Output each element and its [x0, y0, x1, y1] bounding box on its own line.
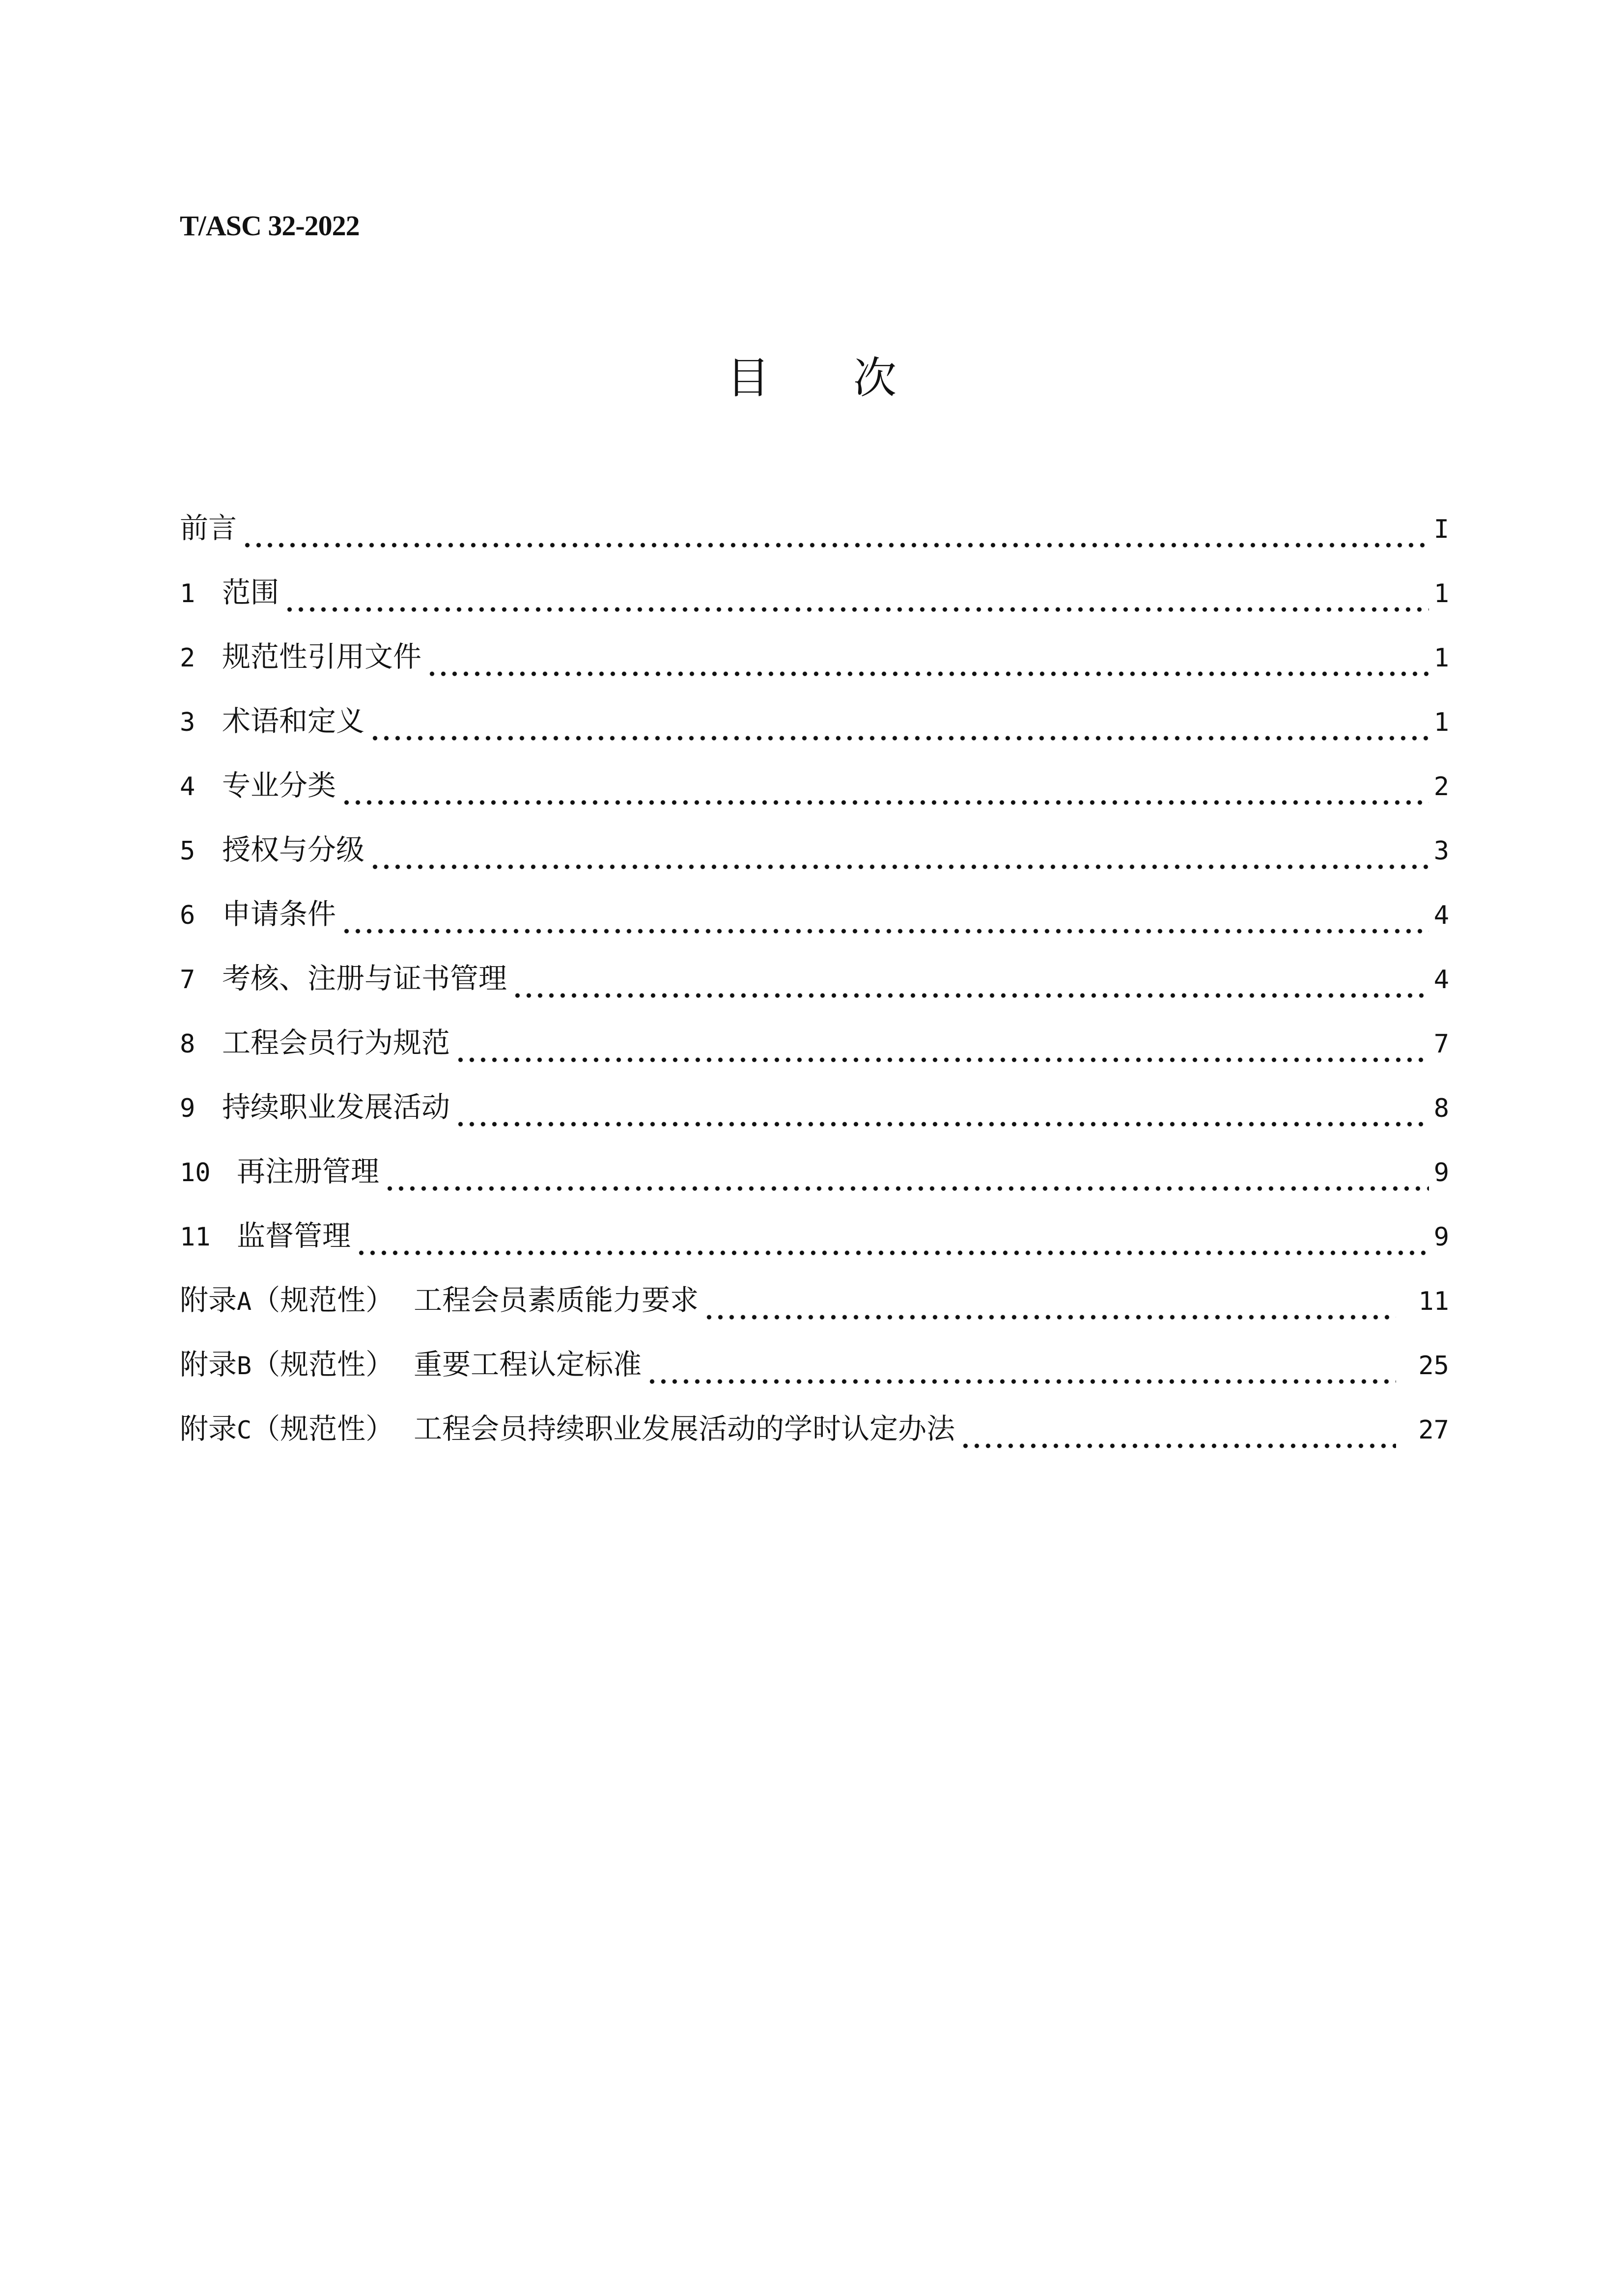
toc-entry-page: 7 — [1433, 1029, 1449, 1059]
toc-appendix-prefix-text: 附录 — [180, 1283, 237, 1317]
toc-dot-leader — [341, 800, 1429, 805]
toc-entry-page: 8 — [1433, 1094, 1449, 1123]
document-code: T/ASC 32-2022 — [180, 210, 360, 242]
toc-entry-label: 工程会员行为规范 — [222, 1026, 450, 1059]
toc-dot-leader — [455, 1057, 1429, 1063]
toc-entry-label: 申请条件 — [222, 897, 336, 931]
toc-entry-label: 规范性引用文件 — [222, 640, 422, 673]
toc-entry-number: 2 — [180, 643, 196, 673]
toc-entry-2[interactable] — [180, 635, 1449, 699]
toc-entry-number: 8 — [180, 1029, 196, 1059]
toc-entry-page: 1 — [1433, 643, 1449, 673]
toc-entry-label: 前言 — [180, 511, 237, 545]
toc-entry-label: 工程会员持续职业发展活动的学时认定办法 — [414, 1412, 955, 1445]
toc-entry-page: 27 — [1418, 1415, 1449, 1445]
toc-entry-label: 重要工程认定标准 — [414, 1348, 642, 1381]
toc-entry-8[interactable] — [180, 1021, 1449, 1085]
toc-entry-label: 专业分类 — [222, 769, 336, 802]
toc-appendix-prefix — [180, 1342, 394, 1388]
toc-entry-4[interactable] — [180, 763, 1449, 828]
toc-entry-number: 7 — [180, 965, 196, 995]
toc-entry-page: 1 — [1433, 708, 1449, 737]
toc-entry-number: 1 — [180, 579, 196, 609]
toc-entry-page: 2 — [1433, 772, 1449, 802]
toc-entry-page: 11 — [1418, 1287, 1449, 1316]
toc-entry-page: 4 — [1433, 901, 1449, 930]
toc-appendix-type: （规范性） — [252, 1348, 394, 1381]
toc-entry-number: 4 — [180, 772, 196, 802]
toc-entry-10[interactable] — [180, 1149, 1449, 1214]
toc-entry-7[interactable] — [180, 956, 1449, 1021]
toc-entry-11[interactable] — [180, 1214, 1449, 1278]
toc-dot-leader — [703, 1314, 1396, 1320]
toc-dot-leader — [369, 864, 1429, 870]
toc-dot-leader — [369, 735, 1429, 741]
toc-title: 目次 — [726, 353, 980, 403]
toc-entry-number: 9 — [180, 1094, 196, 1123]
toc-dot-leader — [384, 1186, 1429, 1191]
toc-entry-page: 3 — [1433, 836, 1449, 866]
toc-appendix-letter: C — [237, 1416, 252, 1444]
toc-appendix-prefix-text: 附录 — [180, 1412, 237, 1445]
toc-appendix-type: （规范性） — [252, 1283, 394, 1317]
toc-appendix-letter: B — [237, 1352, 252, 1380]
table-of-contents — [180, 506, 1449, 1471]
toc-entry-label: 考核、注册与证书管理 — [222, 962, 507, 995]
toc-entry-number: 10 — [180, 1158, 211, 1188]
toc-entry-5[interactable] — [180, 828, 1449, 892]
toc-entry-label: 工程会员素质能力要求 — [414, 1283, 699, 1317]
toc-entry-page: 9 — [1433, 1222, 1449, 1252]
toc-dot-leader — [512, 993, 1429, 998]
toc-entry-appendix-c[interactable] — [180, 1407, 1449, 1471]
toc-dot-leader — [356, 1250, 1429, 1256]
toc-entry-appendix-a[interactable] — [180, 1278, 1449, 1342]
toc-entry-number: 11 — [180, 1222, 211, 1252]
toc-appendix-prefix-text: 附录 — [180, 1348, 237, 1381]
toc-entry-page: I — [1433, 515, 1449, 544]
toc-entry-label: 监督管理 — [237, 1219, 351, 1252]
toc-entry-page: 1 — [1433, 579, 1449, 609]
toc-entry-9[interactable] — [180, 1085, 1449, 1149]
toc-entry-foreword[interactable] — [180, 506, 1449, 570]
toc-dot-leader — [341, 928, 1429, 934]
toc-entry-3[interactable] — [180, 699, 1449, 763]
toc-entry-label: 持续职业发展活动 — [222, 1090, 450, 1124]
toc-entry-label: 再注册管理 — [237, 1155, 380, 1188]
toc-entry-number: 5 — [180, 836, 196, 866]
toc-entry-label: 授权与分级 — [222, 833, 365, 866]
toc-entry-number: 6 — [180, 901, 196, 930]
toc-appendix-prefix — [180, 1407, 394, 1452]
toc-entry-page: 25 — [1418, 1351, 1449, 1381]
toc-dot-leader — [242, 542, 1429, 548]
toc-entry-label: 术语和定义 — [222, 704, 365, 738]
toc-entry-6[interactable] — [180, 892, 1449, 956]
toc-entry-number: 3 — [180, 708, 196, 737]
toc-dot-leader — [426, 671, 1429, 677]
toc-appendix-letter: A — [237, 1287, 252, 1316]
toc-appendix-type: （规范性） — [252, 1412, 394, 1445]
toc-entry-appendix-b[interactable] — [180, 1342, 1449, 1407]
toc-entry-page: 9 — [1433, 1158, 1449, 1188]
toc-dot-leader — [646, 1379, 1396, 1384]
toc-dot-leader — [455, 1121, 1429, 1127]
toc-entry-1[interactable] — [180, 570, 1449, 635]
toc-dot-leader — [960, 1443, 1396, 1449]
toc-appendix-prefix — [180, 1278, 394, 1324]
toc-entry-label: 范围 — [222, 576, 280, 609]
toc-dot-leader — [284, 607, 1429, 612]
toc-entry-page: 4 — [1433, 965, 1449, 995]
